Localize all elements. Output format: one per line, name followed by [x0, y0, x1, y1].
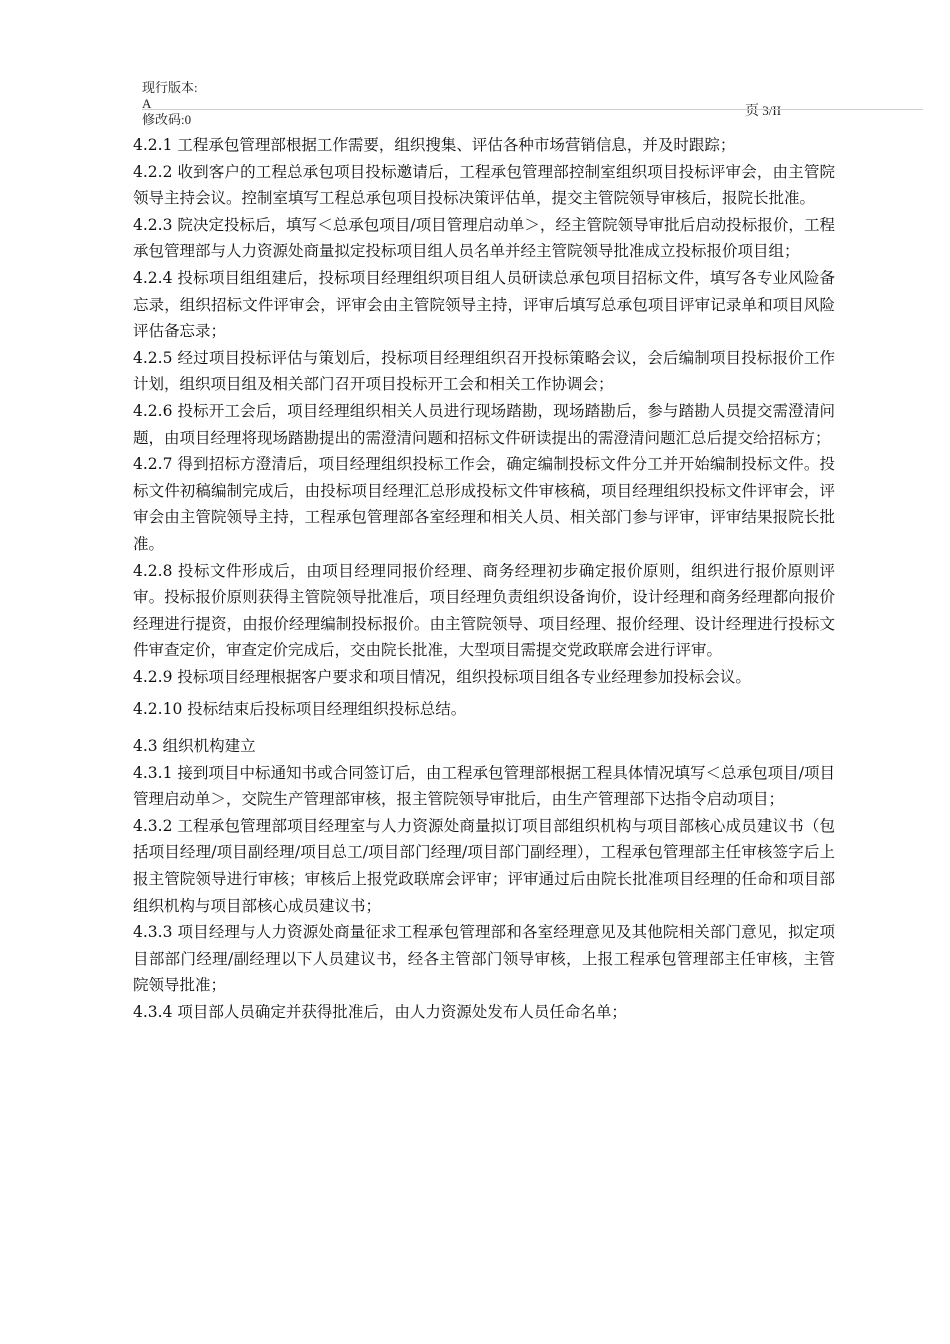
- clause-4-3-1: 4.3.1 接到项目中标通知书或合同签订后，由工程承包管理部根据工程具体情况填写＜总承包项目/项目管理启动单＞，交院生产管理部审核，报主管院领导审批后，由生产管理部下达指令启动项目；: [133, 763, 835, 809]
- version-label: 现行版本:: [142, 80, 198, 95]
- header-divider: [142, 109, 923, 110]
- clause-4-2-10: 4.2.10 投标结束后投标项目经理组织投标总结。: [133, 700, 467, 719]
- clause-4-2-2: 4.2.2 收到客户的工程总承包项目投标邀请后，工程承包管理部控制室组织项目投标评审会，由主管院领导主持会议。控制室填写工程总承包项目投标决策评估单，提交主管院领导审核后，报院长批准。: [133, 162, 835, 208]
- clause-4-2-5: 4.2.5 经过项目投标评估与策划后，投标项目经理组织召开投标策略会议，会后编制项目投标报价工作计划，组织项目组及相关部门召开项目投标开工会和相关工作协调会；: [133, 348, 835, 394]
- clause-4-2-3: 4.2.3 院决定投标后，填写＜总承包项目/项目管理启动单＞，经主管院领导审批后启动投标报价，工程承包管理部与人力资源处商量拟定投标项目组人员名单并经主管院领导批准成立投标报价项目组；: [133, 215, 835, 261]
- revision-value: 0: [184, 112, 192, 127]
- clause-4-3-4: 4.3.4 项目部人员确定并获得批准后，由人力资源处发布人员任命名单；: [133, 1003, 627, 1021]
- clause-4-2-4: 4.2.4 投标项目组组建后，投标项目经理组织项目组人员研读总承包项目招标文件，填写各专业风险备忘录，组织招标文件评审会，评审会由主管院领导主持，评审后填写总承包项目评审记录单和项目风险评估备忘录；: [133, 268, 835, 341]
- clause-4-2-1: 4.2.1 工程承包管理部根据工作需要，组织搜集、评估各种市场营销信息，并及时跟踪；: [133, 136, 736, 154]
- page-indicator: [745, 100, 781, 120]
- header-version-block: [142, 80, 198, 128]
- clause-4-3-3: 4.3.3 项目经理与人力资源处商量征求工程承包管理部和各室经理意见及其他院相关部门意见，拟定项目部部门经理/副经理以下人员建议书，经各主管部门领导审核，上报工程承包管理部主任审核，主管院领导批准；: [133, 923, 835, 995]
- clause-4-2-6: 4.2.6 投标开工会后，项目经理组织相关人员进行现场踏勘，现场踏勘后，参与踏勘人员提交需澄清问题，由项目经理将现场踏勘提出的需澄清问题和招标文件研读提出的需澄清问题汇总后提交给招标方；: [133, 401, 835, 447]
- clause-4-2-7: 4.2.7 得到招标方澄清后，项目经理组织投标工作会，确定编制投标文件分工并开始编制投标文件。投标文件初稿编制完成后，由投标项目经理汇总形成投标文件审核稿，项目经理组织投标文件评审会，评审会由主管院领导主持，工程承包管理部各室经理和相关人员、相关部门参与评审，评审结果报院长批准。: [133, 455, 835, 553]
- section-heading-4-3: 4.3 组织机构建立: [133, 737, 256, 756]
- body-text: [133, 132, 835, 1026]
- revision-line: [142, 112, 198, 128]
- clause-4-2-8: 4.2.8 投标文件形成后，由项目经理同报价经理、商务经理初步确定报价原则，组织进行报价原则评审。投标报价原则获得主管院领导批准后，项目经理负责组织设备询价，设计经理和商务经理都向报价经理进行提资，由报价经理编制投标报价。由主管院领导、项目经理、报价经理、设计经理进行投标文件审查定价，审查定价完成后，交由院长批准，大型项目需提交党政联席会进行评审。: [133, 561, 835, 660]
- version-value: A: [142, 96, 152, 111]
- page-number: 3/II: [762, 103, 782, 118]
- page-word: 页: [745, 104, 759, 119]
- clause-4-2-9: 4.2.9 投标项目经理根据客户要求和项目情况，组织投标项目组各专业经理参加投标会议。: [133, 667, 751, 686]
- revision-label: 修改码:: [142, 112, 185, 127]
- clause-4-3-2: 4.3.2 工程承包管理部项目经理室与人力资源处商量拟订项目部组织机构与项目部核心成员建议书（包括项目经理/项目副经理/项目总工/项目部门经理/项目部门副经理），工程承包管理部主任审核签字后上报主管院领导进行审核；审核后上报党政联席会评审；评审通过后由院长批准项目经理的任命和项目部组织机构与项目部核心成员建议书；: [133, 816, 835, 915]
